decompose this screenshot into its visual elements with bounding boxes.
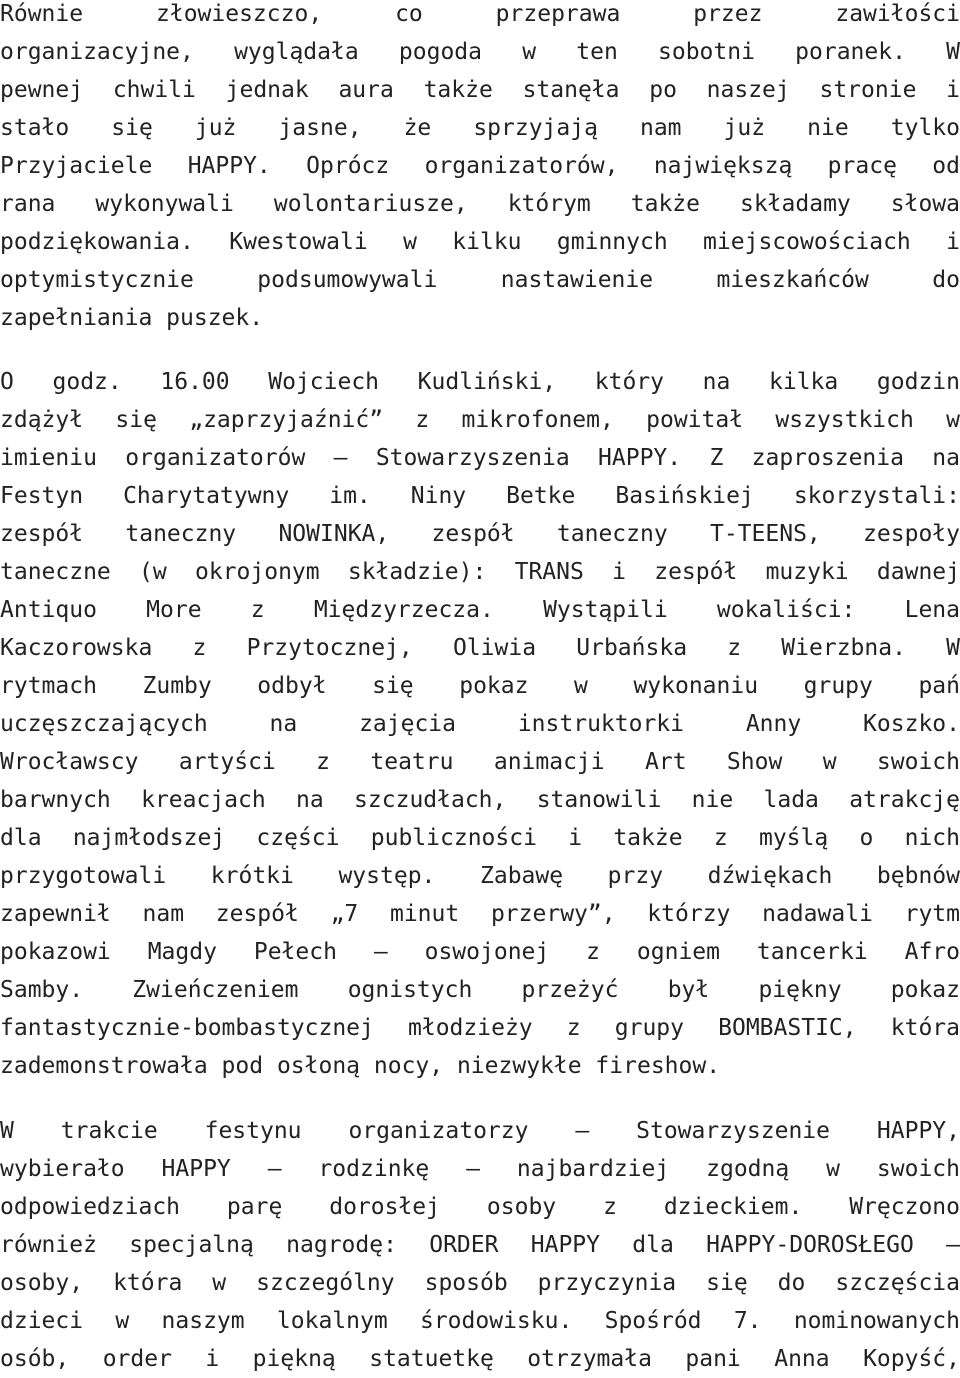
text-line: taneczne (w okrojonym składzie): TRANS i zespół muzyki dawnej (0, 559, 960, 585)
text-line: Antiquo More z Międzyrzecza. Wystąpili wokaliści: Lena (0, 597, 960, 623)
text-line: Kaczorowska z Przytocznej, Oliwia Urbańska z Wierzbna. W (0, 635, 960, 661)
text-line: uczęszczających na zajęcia instruktorki Anny Koszko. (0, 711, 960, 737)
text-line: optymistycznie podsumowywali nastawienie mieszkańców do (0, 267, 960, 293)
text-line: fantastycznie-bombastycznej młodzieży z grupy BOMBASTIC, która (0, 1015, 960, 1041)
text-line: odpowiedziach parę dorosłej osoby z dzieckiem. Wręczono (0, 1194, 960, 1220)
text-line: zapełniania puszek. (0, 305, 264, 331)
text-line: zdążył się „zaprzyjaźnić” z mikrofonem, powitał wszystkich w (0, 407, 960, 433)
text-line: imieniu organizatorów – Stowarzyszenia HAPPY. Z zaproszenia na (0, 445, 960, 471)
text-line: dzieci w naszym lokalnym środowisku. Spośród 7. nominowanych (0, 1308, 960, 1334)
text-line: podziękowania. Kwestowali w kilku gminnych miejscowościach i (0, 229, 960, 255)
text-line: O godz. 16.00 Wojciech Kudliński, który na kilka godzin (0, 369, 960, 395)
text-line: barwnych kreacjach na szczudłach, stanowili nie lada atrakcję (0, 787, 960, 813)
text-line: pokazowi Magdy Pełech – oswojonej z ogniem tancerki Afro (0, 939, 960, 965)
text-line: zademonstrowała pod osłoną nocy, niezwykłe fireshow. (0, 1053, 721, 1079)
text-line: przygotowali krótki występ. Zabawę przy dźwiękach bębnów (0, 863, 960, 889)
text-line: Wrocławscy artyści z teatru animacji Art Show w swoich (0, 749, 960, 775)
text-line: Samby. Zwieńczeniem ognistych przeżyć był piękny pokaz (0, 977, 960, 1003)
text-line: Przyjaciele HAPPY. Oprócz organizatorów, największą pracę od (0, 153, 960, 179)
text-line: W trakcie festynu organizatorzy – Stowarzyszenie HAPPY, (0, 1118, 960, 1144)
text-line: pewnej chwili jednak aura także stanęła po naszej stronie i (0, 77, 960, 103)
text-line: zapewnił nam zespół „7 minut przerwy”, którzy nadawali rytm (0, 901, 960, 927)
text-line: osoby, która w szczególny sposób przyczynia się do szczęścia (0, 1270, 960, 1296)
text-line: Równie złowieszczo, co przeprawa przez zawiłości (0, 1, 960, 27)
text-line: wybierało HAPPY – rodzinkę – najbardziej zgodną w swoich (0, 1156, 960, 1182)
text-line: rana wykonywali wolontariusze, którym także składamy słowa (0, 191, 960, 217)
text-line: również specjalną nagrodę: ORDER HAPPY dla HAPPY-DOROSŁEGO – (0, 1232, 960, 1258)
text-line: zespół taneczny NOWINKA, zespół taneczny T-TEENS, zespoły (0, 521, 960, 547)
text-line: stało się już jasne, że sprzyjają nam już nie tylko (0, 115, 960, 141)
text-line: rytmach Zumby odbył się pokaz w wykonaniu grupy pań (0, 673, 960, 699)
text-line: Festyn Charytatywny im. Niny Betke Basińskiej skorzystali: (0, 483, 960, 509)
text-line: osób, order i piękną statuetkę otrzymała pani Anna Kopyść, (0, 1346, 960, 1372)
text-line: organizacyjne, wyglądała pogoda w ten sobotni poranek. W (0, 39, 960, 65)
text-line: dla najmłodszej części publiczności i także z myślą o nich (0, 825, 960, 851)
